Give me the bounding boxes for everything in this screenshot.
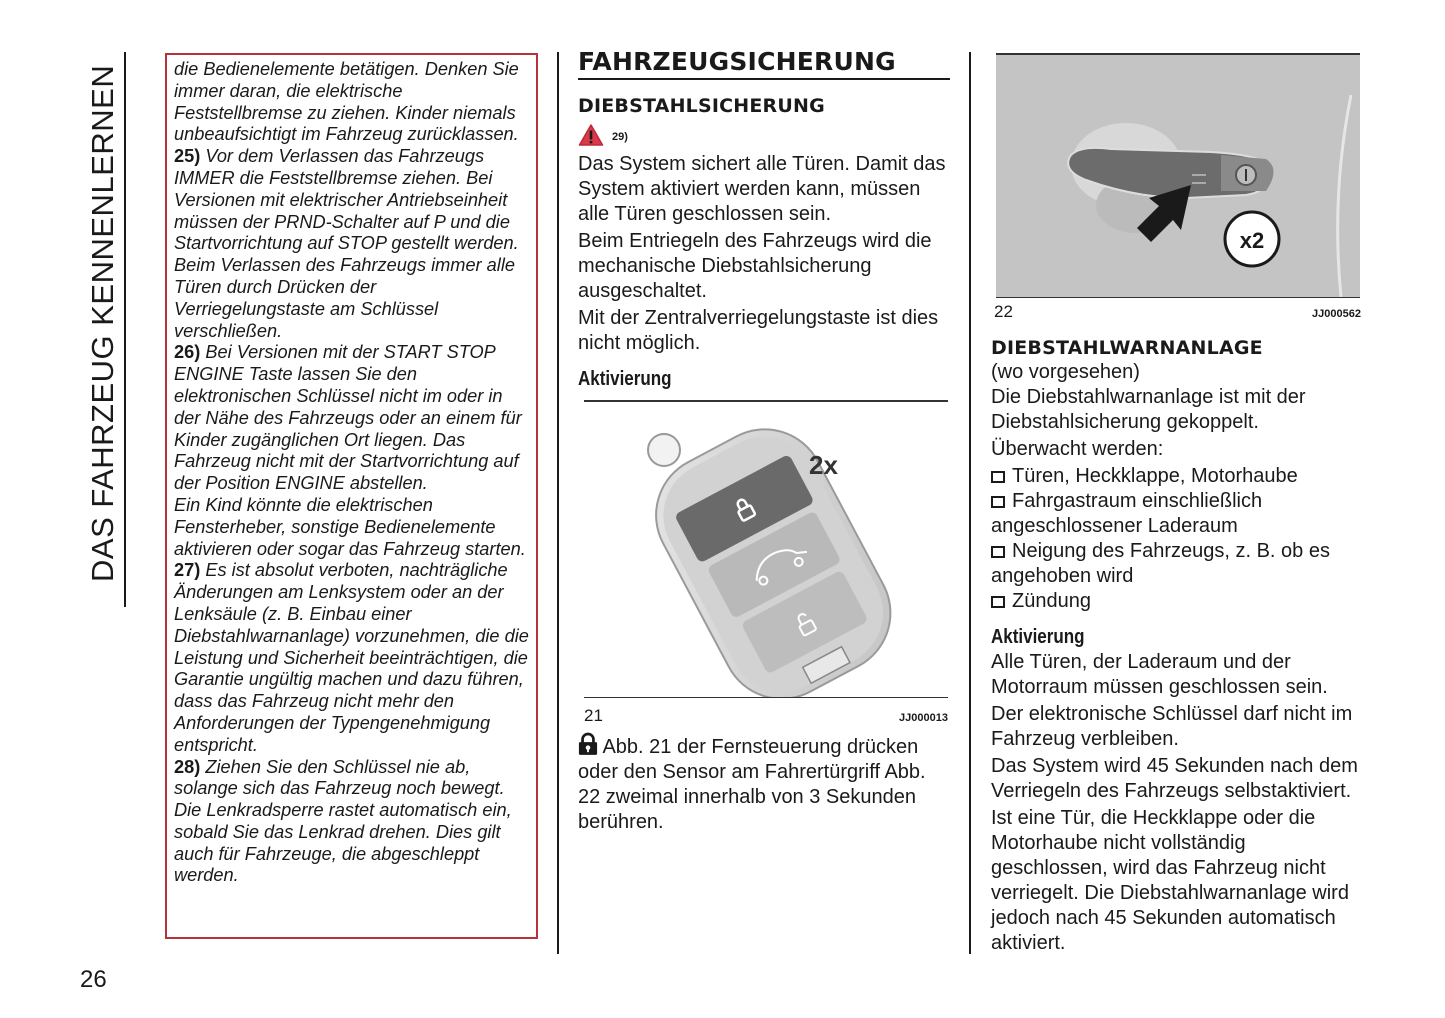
figure-number: 22 — [994, 302, 1013, 321]
activation-heading: Aktivierung — [578, 368, 672, 390]
warning-item — [174, 560, 530, 756]
page-number: 26 — [80, 966, 107, 993]
column-divider — [969, 52, 971, 954]
warning-number: 27) — [174, 560, 201, 581]
section-title: DIEBSTAHLWARNANLAGE — [991, 337, 1263, 359]
paragraph: Alle Türen, der Laderaum und der Motorraum müssen geschlossen sein. — [991, 651, 1328, 698]
figure-code: JJ000562 — [1312, 308, 1361, 320]
list-item — [991, 464, 1361, 489]
warning-item — [174, 757, 530, 888]
warning-intro: die Bedienelemente betätigen. Denken Sie immer daran, die elektrische Feststellbremse zu ziehen. Kinder niemals unbeaufsichtigt im Fahrzeug zurücklassen. — [174, 59, 519, 145]
chapter-title-wrap — [80, 52, 126, 582]
list-item-text: Türen, Heckklappe, Motorhaube — [1012, 465, 1298, 487]
warning-text: Es ist absolut verboten, nachträgliche Änderungen am Lenksystem oder an der Lenksäule (z. B. Einbau einer Diebstahlwarnanlage) vorzunehmen, die die Leistung und Sicherheit beeinträchtigen, die Garantie ungültig machen und dazu führen, dass das Fahrzeug nicht mehr den Anforderungen der Typengenehmigung entspricht. — [174, 560, 529, 755]
list-item — [991, 589, 1361, 614]
chapter-divider — [124, 52, 126, 607]
key-fob-illustration — [584, 402, 948, 697]
paragraph: Die Diebstahlwarnanlage ist mit der Diebstahlsicherung gekoppelt. — [991, 386, 1306, 433]
activation-text: Abb. 21 der Fernsteuerung drücken oder den Sensor am Fahrertürgriff Abb. 22 zweimal innerhalb von 3 Sekunden berühren. — [578, 736, 926, 833]
touch-count-label: x2 — [1239, 227, 1265, 253]
figure-bottom-rule — [996, 297, 1360, 299]
list-item-text: Fahrgastraum einschließlich angeschlossener Laderaum — [991, 490, 1263, 537]
checkbox-bullet-icon — [991, 471, 1005, 483]
list-item — [991, 489, 1361, 539]
paragraph: Beim Entriegeln des Fahrzeugs wird die mechanische Diebstahlsicherung ausgeschaltet. — [578, 230, 932, 302]
paragraph: Ist eine Tür, die Heckklappe oder die Motorhaube nicht vollständig geschlossen, wird das Fahrzeug nicht verriegelt. Die Diebstahlwarnanlage wird jedoch nach 45 Sekunden automatisch aktiviert. — [991, 807, 1349, 954]
figure-21 — [584, 400, 948, 726]
warning-triangle-icon — [578, 123, 604, 147]
warning-reference[interactable] — [578, 122, 950, 148]
section-title: FAHRZEUGSICHERUNG — [578, 47, 950, 80]
warning-item — [174, 342, 530, 495]
press-count-label: 2x — [809, 449, 838, 480]
availability-note: (wo vorgesehen) — [991, 361, 1140, 383]
warning-item — [174, 146, 530, 342]
lock-icon — [578, 732, 598, 756]
list-item — [991, 539, 1361, 589]
figure-bottom-rule — [584, 697, 948, 699]
warning-number: 25) — [174, 146, 201, 167]
right-column — [991, 53, 1361, 958]
paragraph: Mit der Zentralverriegelungstaste ist dies nicht möglich. — [578, 307, 939, 354]
activation-instruction — [578, 732, 950, 835]
warning-ref-number: 29) — [612, 131, 628, 143]
column-divider — [557, 52, 559, 954]
warning-number: 26) — [174, 342, 201, 363]
warning-number: 28) — [174, 756, 201, 777]
activation-heading: Aktivierung — [991, 626, 1085, 648]
warning-extra: Ein Kind könnte die elektrischen Fensterheber, sonstige Bedienelemente aktivieren oder sogar das Fahrzeug starten. — [174, 494, 526, 559]
monitored-label: Überwacht werden: — [991, 438, 1164, 460]
list-item-text: Zündung — [1012, 590, 1091, 612]
paragraph: Das System sichert alle Türen. Damit das System aktiviert werden kann, müssen alle Türen geschlossen sein. — [578, 153, 946, 225]
figure-number: 21 — [584, 706, 603, 725]
door-handle-illustration — [996, 55, 1360, 297]
chapter-title: DAS FAHRZEUG KENNENLERNEN — [85, 64, 120, 582]
checkbox-bullet-icon — [991, 546, 1005, 558]
list-item-text: Neigung des Fahrzeugs, z. B. ob es angehoben wird — [991, 540, 1330, 587]
warning-text: Bei Versionen mit der START STOP ENGINE Taste lassen Sie den elektronischen Schlüssel nicht im oder in der Nähe des Fahrzeugs oder an einem für Kinder zugänglichen Ort liegen. Das Fahrzeug nicht mit der Startvorrichtung auf der Position ENGINE abstellen. — [174, 342, 522, 494]
checkbox-bullet-icon — [991, 596, 1005, 608]
subsection-title: DIEBSTAHLSICHERUNG — [578, 95, 825, 117]
figure-22 — [991, 53, 1361, 322]
warning-text: Ziehen Sie den Schlüssel nie ab, solange sich das Fahrzeug noch bewegt. Die Lenkradsperre rastet automatisch ein, sobald Sie das Lenkrad drehen. Dies gilt auch für Fahrzeuge, die abgeschleppt werden. — [174, 756, 512, 886]
figure-code: JJ000013 — [899, 712, 948, 724]
paragraph: Der elektronische Schlüssel darf nicht im Fahrzeug verbleiben. — [991, 703, 1353, 750]
middle-column — [578, 47, 950, 835]
checkbox-bullet-icon — [991, 496, 1005, 508]
paragraph: Das System wird 45 Sekunden nach dem Verriegeln des Fahrzeugs selbstaktiviert. — [991, 755, 1358, 802]
warnings-box — [165, 53, 538, 939]
warning-text: Vor dem Verlassen das Fahrzeugs IMMER die Feststellbremse ziehen. Bei Versionen mit elektrischer Antriebseinheit müssen der PRND-Schalter auf P und die Startvorrichtung auf STOP gestellt werden. Beim Verlassen des Fahrzeugs immer alle Türen durch Drücken der Verriegelungstaste am Schlüssel verschließen. — [174, 146, 519, 341]
